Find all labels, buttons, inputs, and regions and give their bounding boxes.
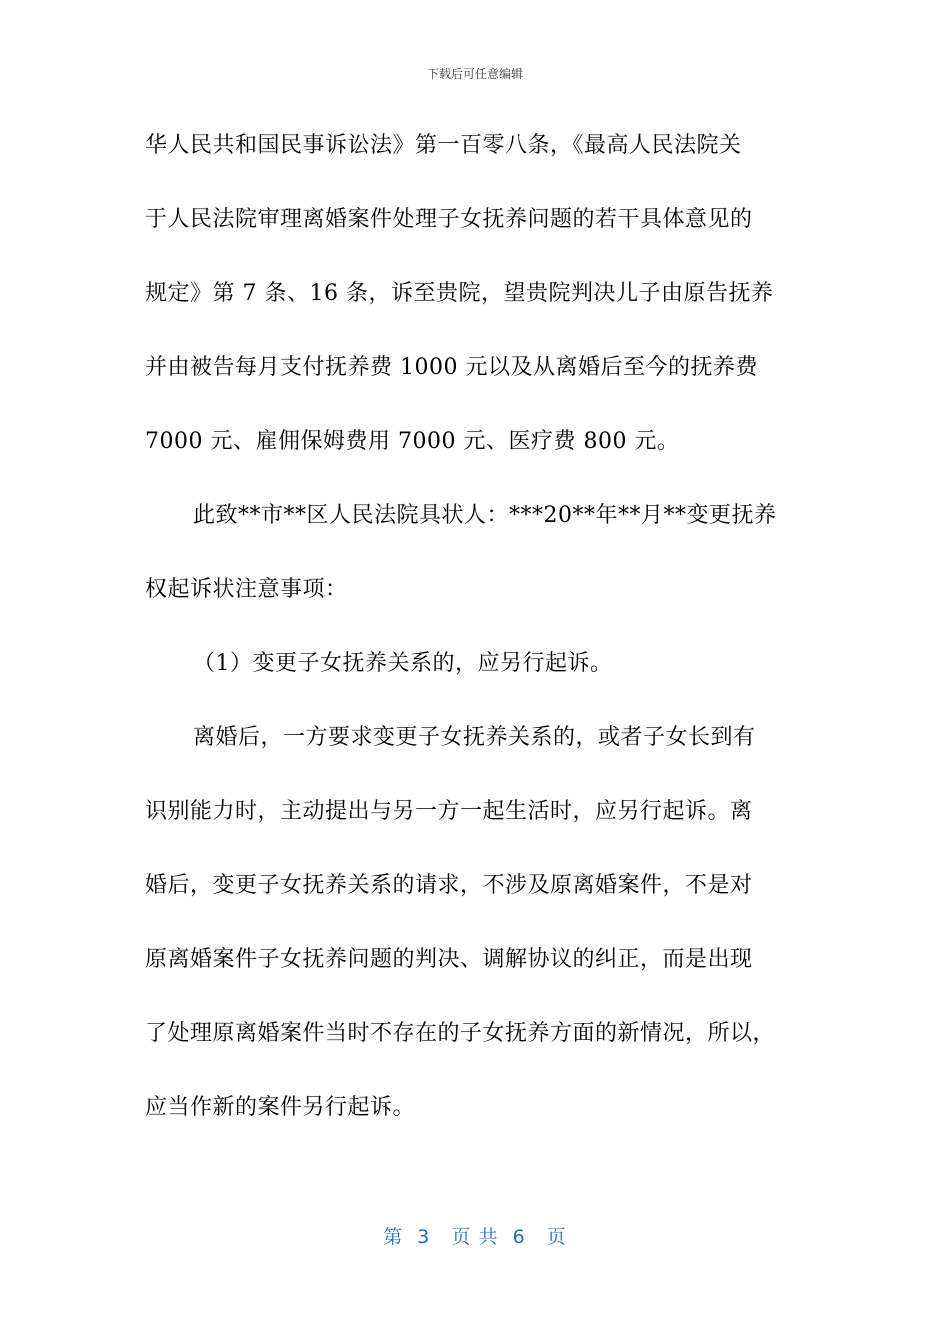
text-line-7: 权起诉状注意事项： bbox=[145, 577, 348, 602]
text-line-5: 7000 元、雇佣保姆费用 7000 元、医疗费 800 元。 bbox=[145, 429, 680, 454]
page-number: 第 3 页 共 6 页 bbox=[383, 1226, 567, 1248]
page-footer bbox=[0, 1224, 950, 1250]
text-line-2: 于人民法院审理离婚案件处理子女抚养问题的若干具体意见的 bbox=[145, 207, 753, 232]
text-line-11: 婚后，变更子女抚养关系的请求，不涉及原离婚案件，不是对 bbox=[145, 873, 753, 898]
text-line-6: 此致**市**区人民法院具状人：***20**年**月**变更抚养 bbox=[193, 503, 777, 528]
text-line-13: 了处理原离婚案件当时不存在的子女抚养方面的新情况，所以， bbox=[145, 1021, 776, 1046]
text-line-8: （1）变更子女抚养关系的，应另行起诉。 bbox=[193, 651, 613, 676]
text-line-1: 华人民共和国民事诉讼法》第一百零八条，《最高人民法院关 bbox=[145, 133, 742, 158]
page-header: 下载后可任意编辑 bbox=[426, 67, 523, 81]
text-line-4: 并由被告每月支付抚养费 1000 元以及从离婚后至今的抚养费 bbox=[145, 355, 758, 380]
text-line-3: 规定》第 7 条、16 条，诉至贵院，望贵院判决儿子由原告抚养 bbox=[145, 281, 774, 306]
text-line-9: 离婚后，一方要求变更子女抚养关系的，或者子女长到有 bbox=[193, 725, 756, 750]
text-line-10: 识别能力时，主动提出与另一方一起生活时，应另行起诉。离 bbox=[145, 799, 753, 824]
text-line-14: 应当作新的案件另行起诉。 bbox=[145, 1095, 416, 1120]
text-line-12: 原离婚案件子女抚养问题的判决、调解协议的纠正，而是出现 bbox=[145, 947, 753, 972]
document-body bbox=[145, 120, 805, 1156]
